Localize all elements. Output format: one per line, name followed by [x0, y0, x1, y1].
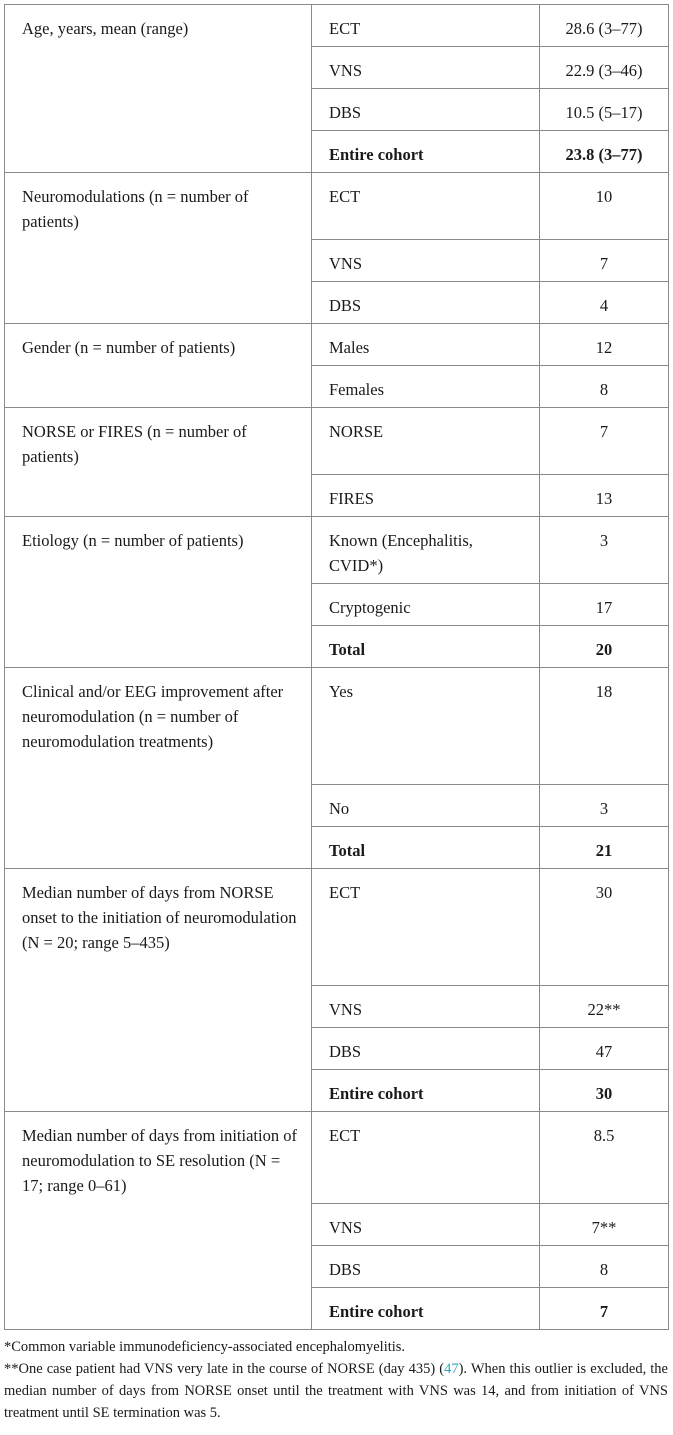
subgroup-cell: DBS: [312, 282, 540, 324]
subgroup-cell: Males: [312, 324, 540, 366]
value-cell: 47: [540, 1028, 669, 1070]
category-cell: Age, years, mean (range): [5, 5, 312, 173]
category-cell: Neuromodulations (n = number of patients): [5, 173, 312, 324]
category-cell: Clinical and/or EEG improvement after neuromodulation (n = number of neuromodulation treatments): [5, 668, 312, 869]
value-cell: 22**: [540, 986, 669, 1028]
subgroup-cell: VNS: [312, 240, 540, 282]
value-cell: 30: [540, 1070, 669, 1112]
subgroup-cell: VNS: [312, 986, 540, 1028]
footnote-text-end: ). When this outlier is excluded, the median number of days from NORSE onset until the treatment with VNS was 14, and from initiation of VNS treatment until SE termination was 5.: [4, 1361, 668, 1421]
subgroup-cell: ECT: [312, 869, 540, 986]
subgroup-cell: VNS: [312, 1204, 540, 1246]
subgroup-cell: NORSE: [312, 408, 540, 475]
table-row: [5, 668, 669, 785]
value-cell: 4: [540, 282, 669, 324]
category-cell: NORSE or FIRES (n = number of patients): [5, 408, 312, 517]
table-body: [5, 5, 669, 1330]
value-cell: 8.5: [540, 1112, 669, 1204]
value-cell: 8: [540, 366, 669, 408]
value-cell: 13: [540, 475, 669, 517]
subgroup-cell: Entire cohort: [312, 131, 540, 173]
subgroup-cell: Yes: [312, 668, 540, 785]
value-cell: 8: [540, 1246, 669, 1288]
value-cell: 22.9 (3–46): [540, 47, 669, 89]
table-row: [5, 869, 669, 986]
table-row: [5, 173, 669, 240]
value-cell: 7: [540, 240, 669, 282]
subgroup-cell: DBS: [312, 89, 540, 131]
value-cell: 12: [540, 324, 669, 366]
subgroup-cell: No: [312, 785, 540, 827]
subgroup-cell: Cryptogenic: [312, 584, 540, 626]
value-cell: 21: [540, 827, 669, 869]
subgroup-cell: FIRES: [312, 475, 540, 517]
table-row: [5, 408, 669, 475]
subgroup-cell: Known (Encephalitis, CVID*): [312, 517, 540, 584]
value-cell: 17: [540, 584, 669, 626]
subgroup-cell: ECT: [312, 173, 540, 240]
table-row: [5, 1112, 669, 1204]
subgroup-cell: ECT: [312, 5, 540, 47]
subgroup-cell: DBS: [312, 1028, 540, 1070]
subgroup-cell: Total: [312, 626, 540, 668]
table-row: [5, 324, 669, 366]
value-cell: 28.6 (3–77): [540, 5, 669, 47]
subgroup-cell: Entire cohort: [312, 1070, 540, 1112]
footnote-text-start: **One case patient had VNS very late in the course of NORSE (day 435) (: [4, 1361, 445, 1377]
footnote-vns-outlier: [4, 1358, 668, 1424]
subgroup-cell: VNS: [312, 47, 540, 89]
value-cell: 7**: [540, 1204, 669, 1246]
category-cell: Median number of days from initiation of neuromodulation to SE resolution (N = 17; range 0–61): [5, 1112, 312, 1330]
subgroup-cell: Females: [312, 366, 540, 408]
footnote-cvid: *Common variable immunodeficiency-associated encephalomyelitis.: [4, 1339, 406, 1355]
value-cell: 23.8 (3–77): [540, 131, 669, 173]
table-row: [5, 5, 669, 47]
subgroup-cell: Entire cohort: [312, 1288, 540, 1330]
value-cell: 3: [540, 517, 669, 584]
subgroup-cell: Total: [312, 827, 540, 869]
value-cell: 10.5 (5–17): [540, 89, 669, 131]
value-cell: 20: [540, 626, 669, 668]
data-table: [4, 4, 669, 1330]
category-cell: Median number of days from NORSE onset to the initiation of neuromodulation (N = 20; range 5–435): [5, 869, 312, 1112]
value-cell: 18: [540, 668, 669, 785]
category-cell: Gender (n = number of patients): [5, 324, 312, 408]
category-cell: Etiology (n = number of patients): [5, 517, 312, 668]
value-cell: 7: [540, 1288, 669, 1330]
subgroup-cell: ECT: [312, 1112, 540, 1204]
value-cell: 10: [540, 173, 669, 240]
reference-link[interactable]: 47: [444, 1361, 459, 1377]
value-cell: 30: [540, 869, 669, 986]
value-cell: 7: [540, 408, 669, 475]
value-cell: 3: [540, 785, 669, 827]
subgroup-cell: DBS: [312, 1246, 540, 1288]
table-row: [5, 517, 669, 584]
